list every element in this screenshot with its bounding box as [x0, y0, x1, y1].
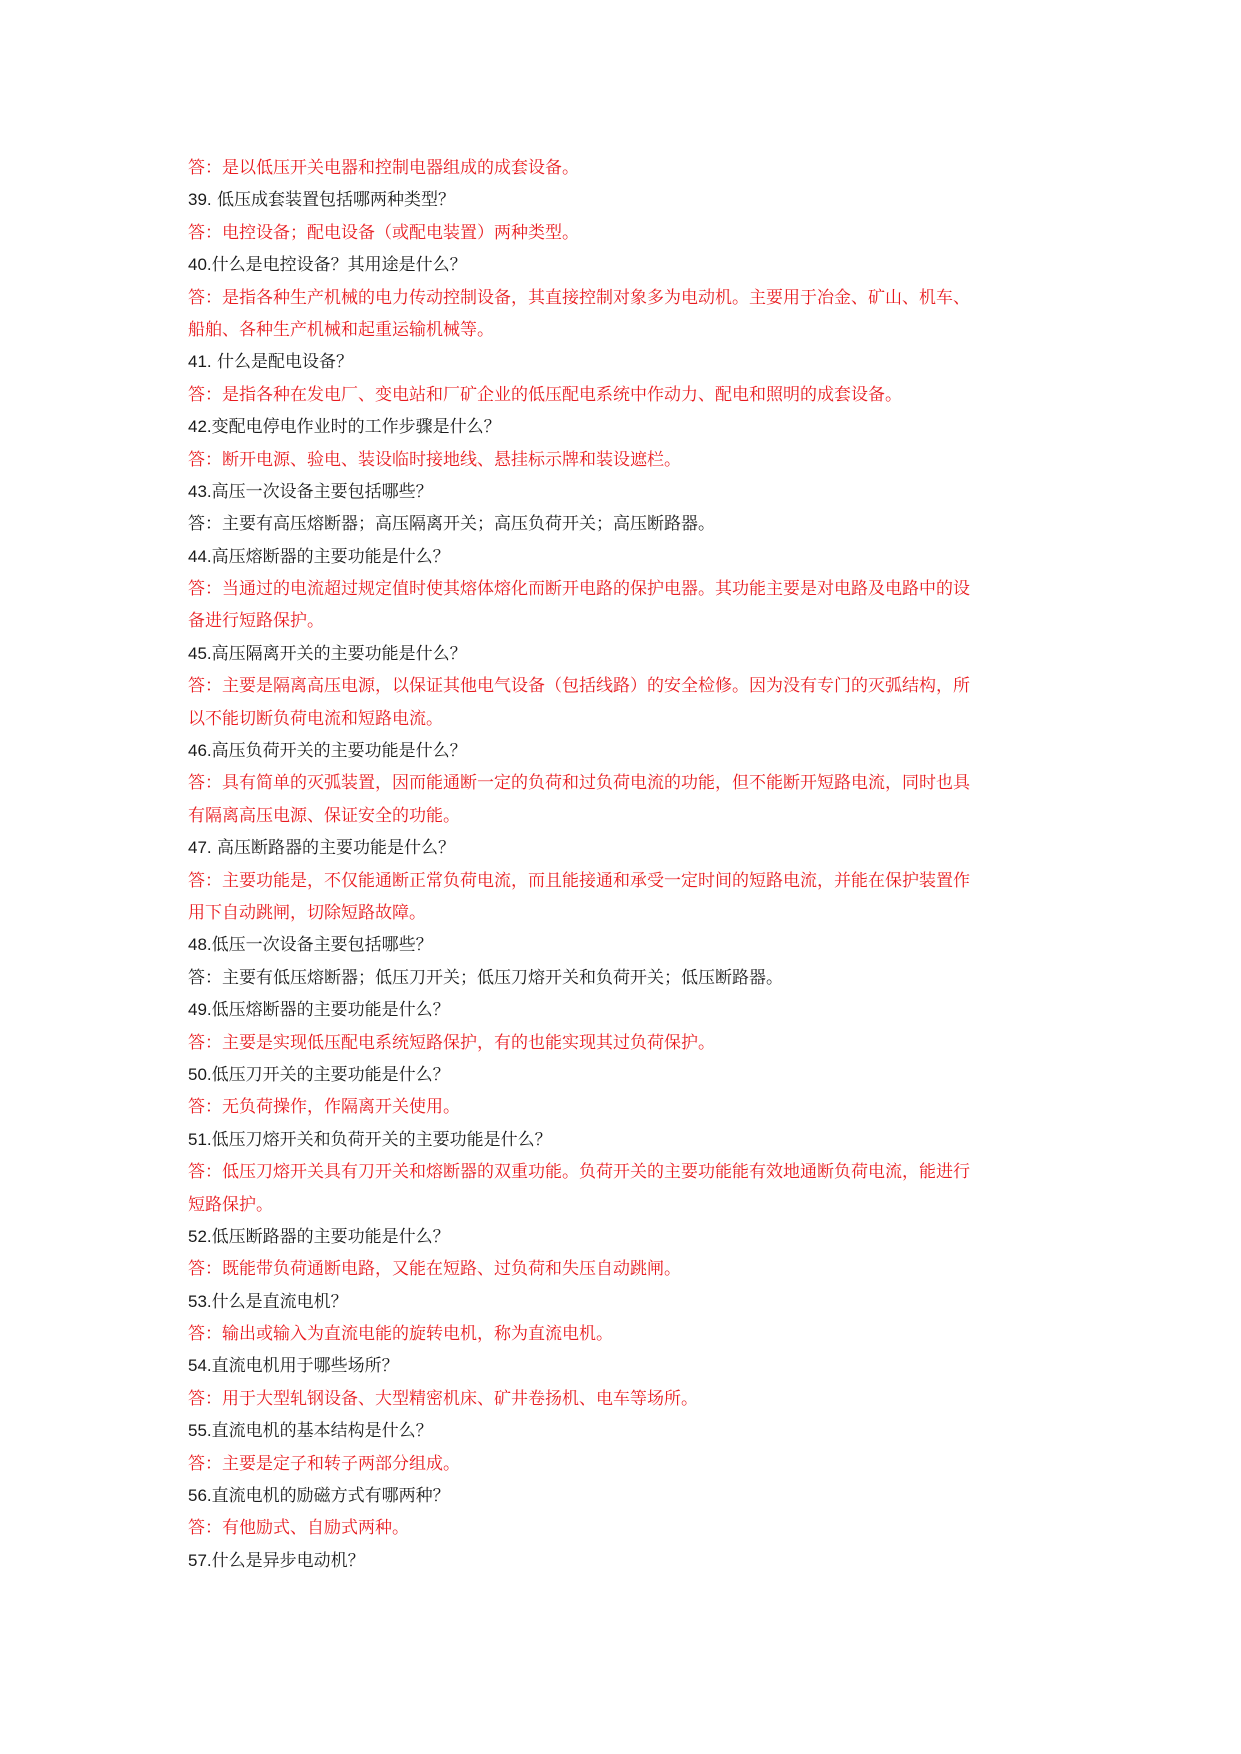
- question-line: [188, 929, 1058, 961]
- question-text: 变配电停电作业时的工作步骤是什么？: [211, 417, 501, 438]
- question-text: 直流电机的励磁方式有哪两种？: [211, 1486, 450, 1507]
- question-number: 49.: [188, 1000, 212, 1020]
- answer-line: 答：主要是实现低压配电系统短路保护，有的也能实现其过负荷保护。: [188, 1032, 715, 1053]
- question-number: 54.: [188, 1356, 212, 1376]
- question-line: [188, 476, 1058, 508]
- question-line: [188, 249, 1058, 281]
- answer-line: 答：断开电源、验电、装设临时接地线、悬挂标示牌和装设遮栏。: [188, 449, 681, 470]
- question-number: 53.: [188, 1291, 212, 1311]
- answer-line: 答：是以低压开关电器和控制电器组成的成套设备。: [188, 158, 579, 178]
- question-text: 直流电机用于哪些场所？: [211, 1356, 399, 1377]
- answer-line: 答：无负荷操作，作隔离开关使用。: [188, 1097, 460, 1118]
- question-number: 40.: [188, 255, 212, 275]
- question-line: [188, 184, 1058, 216]
- question-text: 高压负荷开关的主要功能是什么？: [211, 741, 467, 762]
- question-number: 46.: [188, 741, 212, 761]
- question-number: 47.: [188, 838, 212, 858]
- question-number: 51.: [188, 1129, 212, 1149]
- question-number: 44.: [188, 546, 212, 566]
- question-text: 低压断路器的主要功能是什么？: [211, 1226, 450, 1247]
- question-line: [188, 832, 1058, 864]
- question-number: 48.: [188, 935, 212, 955]
- question-line: [188, 1415, 1058, 1447]
- question-line: [188, 1221, 1058, 1253]
- question-line: [188, 1286, 1058, 1318]
- answer-line: 有隔离高压电源、保证安全的功能。: [188, 805, 460, 826]
- question-number: 50.: [188, 1064, 212, 1084]
- question-number: 56.: [188, 1486, 212, 1506]
- question-line: [188, 1350, 1058, 1382]
- question-text: 高压熔断器的主要功能是什么？: [211, 546, 450, 567]
- answer-line: 答：当通过的电流超过规定值时使其熔体熔化而断开电路的保护电器。其功能主要是对电路及电路中的设: [188, 579, 970, 600]
- answer-line: 答：主要功能是，不仅能通断正常负荷电流，而且能接通和承受一定时间的短路电流，并能在保护装置作: [188, 870, 970, 891]
- question-text: 低压成套装置包括哪两种类型？: [211, 190, 456, 211]
- answer-line: 船舶、各种生产机械和起重运输机械等。: [188, 319, 494, 340]
- question-line: [188, 994, 1058, 1026]
- qa-list: [188, 152, 1058, 1577]
- answer-line: 答：是指各种生产机械的电力传动控制设备，其直接控制对象多为电动机。主要用于冶金、矿山、机车、: [188, 287, 970, 308]
- question-number: 42.: [188, 417, 212, 437]
- answer-line: 答：主要有高压熔断器；高压隔离开关；高压负荷开关；高压断路器。: [188, 514, 715, 535]
- question-text: 什么是电控设备？其用途是什么？: [211, 255, 467, 276]
- question-number: 39.: [188, 190, 212, 210]
- question-text: 什么是异步电动机？: [211, 1550, 365, 1571]
- answer-line: 答：低压刀熔开关具有刀开关和熔断器的双重功能。负荷开关的主要功能能有效地通断负荷电流，能进行: [188, 1162, 970, 1183]
- question-number: 52.: [188, 1226, 212, 1246]
- answer-line: 答：主要有低压熔断器；低压刀开关；低压刀熔开关和负荷开关；低压断路器。: [188, 967, 783, 988]
- question-text: 低压刀开关的主要功能是什么？: [211, 1064, 450, 1085]
- question-text: 高压隔离开关的主要功能是什么？: [211, 643, 467, 664]
- question-text: 什么是直流电机？: [211, 1291, 348, 1312]
- question-number: 55.: [188, 1421, 212, 1441]
- question-text: 高压断路器的主要功能是什么？: [211, 838, 456, 859]
- question-text: 低压一次设备主要包括哪些？: [211, 935, 433, 956]
- question-line: [188, 1059, 1058, 1091]
- question-text: 低压熔断器的主要功能是什么？: [211, 1000, 450, 1021]
- document-page: [188, 152, 1058, 1577]
- answer-line: 答：用于大型轧钢设备、大型精密机床、矿井卷扬机、电车等场所。: [188, 1388, 698, 1409]
- question-line: [188, 411, 1058, 443]
- question-number: 45.: [188, 643, 212, 663]
- question-number: 41.: [188, 352, 212, 372]
- question-text: 什么是配电设备？: [211, 352, 354, 373]
- question-line: [188, 346, 1058, 378]
- question-number: 57.: [188, 1550, 212, 1570]
- answer-line: 答：有他励式、自励式两种。: [188, 1518, 409, 1539]
- question-text: 高压一次设备主要包括哪些？: [211, 481, 433, 502]
- answer-line: 答：电控设备；配电设备（或配电装置）两种类型。: [188, 222, 579, 243]
- question-line: [188, 735, 1058, 767]
- question-text: 直流电机的基本结构是什么？: [211, 1421, 433, 1442]
- question-text: 低压刀熔开关和负荷开关的主要功能是什么？: [211, 1129, 552, 1150]
- question-line: [188, 1124, 1058, 1156]
- answer-line: 备进行短路保护。: [188, 611, 324, 632]
- answer-line: 答：具有简单的灭弧装置，因而能通断一定的负荷和过负荷电流的功能，但不能断开短路电流，同时也具: [188, 773, 970, 794]
- answer-line: 以不能切断负荷电流和短路电流。: [188, 708, 443, 729]
- answer-line: 答：主要是隔离高压电源，以保证其他电气设备（包括线路）的安全检修。因为没有专门的灭弧结构，所: [188, 676, 970, 697]
- question-number: 43.: [188, 481, 212, 501]
- question-line: [188, 1480, 1058, 1512]
- answer-line: 短路保护。: [188, 1194, 273, 1215]
- question-line: [188, 638, 1058, 670]
- answer-line: 答：既能带负荷通断电路，又能在短路、过负荷和失压自动跳闸。: [188, 1259, 681, 1280]
- answer-line: 答：输出或输入为直流电能的旋转电机，称为直流电机。: [188, 1324, 613, 1345]
- answer-line: 答：主要是定子和转子两部分组成。: [188, 1453, 460, 1474]
- question-line: [188, 541, 1058, 573]
- answer-line: 用下自动跳闸，切除短路故障。: [188, 902, 426, 923]
- question-line: [188, 1545, 1058, 1577]
- answer-line: 答：是指各种在发电厂、变电站和厂矿企业的低压配电系统中作动力、配电和照明的成套设备。: [188, 384, 902, 405]
